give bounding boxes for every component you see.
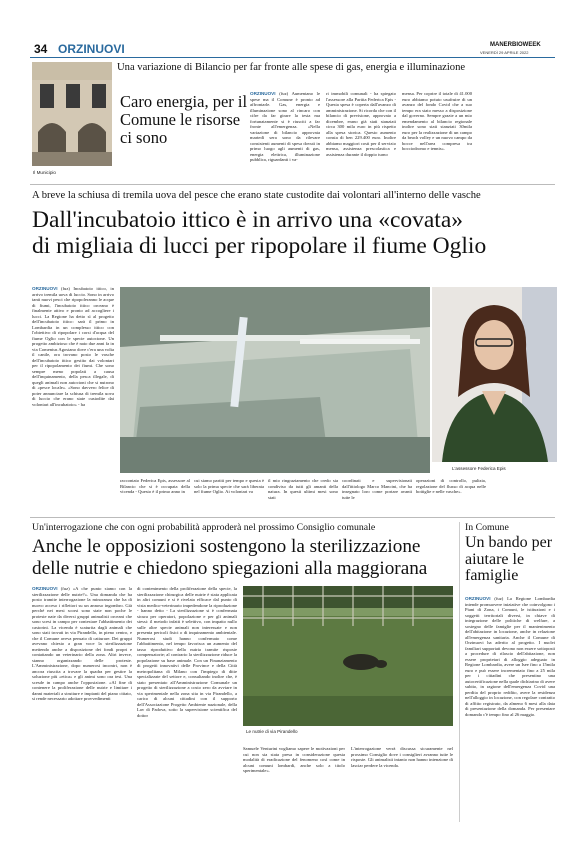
article-nutrie-headline-line2: delle nutrie e chiedono spiegazioni alla maggiorana [32,558,428,579]
article-hatchery-headline-line1: Dall'incubatoio ittico è in arrivo una «covata» [32,207,464,233]
brand-logo: MANERBIOWEEK [490,42,541,48]
hatchery-tanks-illustration [120,287,430,473]
article-energy-tag: ORZINUOVI [250,91,276,96]
portrait-photo [432,287,557,462]
article-divider-1 [30,184,555,185]
article-hatchery-col6: operazioni di controllo, pulizia, regolazione del flusso di acqua nelle bottiglie e nelle vasche». [416,478,486,494]
article-energy-col1 [250,91,320,181]
municipio-photo [32,62,112,166]
article-nutrie-headline [32,536,452,580]
sidebar-divider [459,522,460,822]
sidebar-tag: ORZINUOVI [465,596,491,601]
portrait-illustration [432,287,557,462]
article-energy-kicker: Una variazione di Bilancio per far fronte alle spese di gas, energia e illuminazione [117,62,466,73]
article-hatchery-col1 [32,286,114,494]
municipio-illustration [32,62,112,166]
article-energy [0,0,580,200]
article-nutrie-col1 [32,586,132,821]
article-nutrie-tag: ORZINUOVI [32,586,58,591]
article-nutrie-col3: Samuele Venturini vogliamo sapere le motivazioni per cui non sia stata presa in considerazione questa modalità di eradicazione del fenomeno così come in alcuni comuni lombardi, anche solo a titolo sperimentale». [243,746,345,773]
section-name: ORZINUOVI [58,42,125,56]
sidebar-body-text: (fuz) La Regione Lombardia intende promuovere iniziative che coinvolgono i Piani di Zona, i Comuni, le istituzioni e i soggetti territoriali diversi, in chiave di integrazione delle politiche di welfare, a sostegno delle famiglie per il mantenimento dell'abitazione in locazione, anche in relazione all'emergenza sanitaria. Anche il Comune di Orzinuovi ha aderito al progetto. I nuclei familiari supportati devono non essere sottoposti a procedure di rilascio dell'abitazione, non essere proprietari di alloggio adeguato in Regione Lombardia, avere un Isee fino a 15mila euro e può essere incrementato fino a 25 mila per i cittadini che presentino una autocertificazione nella quale dichiarino di avere subito, in ragione dell'emergenza Covid una perdita del proprio reddito, avere la residenza nell'alloggio in locazione, con regolare contratto di affitto registrato, da almeno 6 mesi alla data di presentazione della domanda. Per presentare domanda c'è tempo fino al 26 maggio. [465,596,555,717]
page-number: 34 [34,42,48,56]
article-energy-headline: Caro energia, per il Comune le risorse ci sono [120,92,248,147]
article-hatchery-tag: ORZINUOVI [32,286,58,291]
article-hatchery-headline [32,207,557,259]
sidebar-headline: Un bando per aiutare le famiglie [465,534,553,584]
municipio-photo-caption: Il Municipio [33,170,56,175]
article-energy-col1-text: (fuz) Aumentano le spese ma il Comune è pronto ad affrontarle. Gas, energia e illuminazione sono al rincaro con cifre da far girare la testa ma fortunatamente si è riusciti a far fronte all'emergenza. «Nella variazione di bilancio approvata martedì sera sono da rilevare consistenti aumenti di spesa dovuti in primo luogo agli aumenti di gas, energia elettrica, illuminazione pubblica, riguardanti i va- [250,91,320,162]
nutrie-photo-caption: Le nutrie di via Pirandello [246,729,298,734]
article-nutrie-col4: L'interrogazione verrà discussa sicuramente nel prossimo Consiglio dove i consiglieri avranno tutte le risposte. Gli animalisti intanto non hanno intenzione di lasciar perdere la vicenda. [351,746,453,768]
article-hatchery-col5: coordinati e supervisionati dall'ittiologo Marco Mancini, che ha insegnato loro come portare avanti tutte le [342,478,412,500]
portrait-caption: L'assessore Federica Epis [452,466,506,471]
article-divider-2 [30,517,555,518]
article-energy-col3: mensa. Per coprire il totale di 41.000 euro abbiamo potuto usufruire di un avanzo del fondo Covid che a suo tempo era stato messo a disposizione dal governo. Sempre grazie a un mio emendamento al bilancio regionale inoltre sono stati stanziati 30mila euro per la realizzazione di un campo da beach volley e un nuovo campo da bocce nell'area compresa tra bocciodromo e tennis». [402,91,472,151]
sidebar-body [465,596,555,821]
hatchery-photo [120,287,430,473]
nutrie-illustration [243,586,453,726]
article-nutrie-kicker: Un'interrogazione che con ogni probabilità approderà nel prossimo Consiglio comunale [32,522,376,533]
article-hatchery-col1-text: (fuz) Incubatoio ittico, in arrivo tremila uova di luccio. Sono in arrivo tanti nuovi pesci che ripopoleranno le acque di fiumi, l'incubatoio ittico orceano è finalmente attivo e pronto ad accogliere i lucci. La Regione ha detto sì al progetto dell'incubatoio ittico: sarà il primo in Lombardia in un complesso ittico con l'obiettivo di ripopolare i corsi d'acqua del fiume Oglio con le specie autoctone. Un progetto ambizioso che è nato due anni fa in via Comenius Agostano dove c'era una volta il canile, ora trovano posto le vasche dell'incubatoio ittico gestito dai volontari per il ripopolamento dei fiumi. Che sono sempre meno popolati a causa dell'inquinamento, della pesca illegale, di quegli animali non autoctoni che si nutrono di «pesce locale». «Sono davvero felice di poter annunciare la schiusa di tremila uova di luccio che erano state custodite dai volontari all'incubatoio» - ha [32,286,114,407]
article-hatchery-col4: il mio ringraziamento che credo sia condiviso da tutti gli amanti della natura. In questi ultimi mesi sono stati [268,478,338,500]
sidebar-kicker: In Comune [465,522,509,533]
article-hatchery-headline-line2: di migliaia di lucci per ripopolare il fiume Oglio [32,233,487,259]
article-hatchery-col2: raccontato Federica Epis, assessore al Bilancio che si è occupata della vicenda - Questo è il primo anno in [120,478,190,494]
article-nutrie-col1-text: (fuz) «A che punto siamo con la sterilizzazione delle nutrie?». Una domanda che ha posto tramite interrogazione la minoranza che ha di nuovo acceso i riflettori su un annoso ingombro. Già perché nei mesi scorsi sono state non poche le proteste nate da diversi gruppi animalisti orceani che sono scesi in campo per contestare l'abbattimento dei castorini. La vicenda è scaturita dagli animali che sono stati trovati in via Pirandello, in pieno centro, e che il Comune aveva pensato di catturare. Dei gruppi avevano chiesto a gran voce la sterilizzazione mettendo anche a disposizione dei fondi propri e contattando un veterinario della zona. Altri invece, stanno organizzando delle proteste. L'Amministrazione, dopo numerosi incontri, non è ancora riuscita a trovare la quadra per gestire la soluzione più «etica» e gli animi sono ora tesi. Una scesde in campo anche l'opposizione. «Al fine di contenere la proliferazione delle nutrie e limitare i danni materiali a strutture e impianti del piano cittato, si rende necessario adottare provvedimenti [32,586,132,701]
article-nutrie-headline-line1: Anche le opposizioni sostengono la sterilizzazione [32,536,421,557]
issue-date: VENERDÌ 29 APRILE 2022 [480,50,529,55]
article-energy-col2: ri immobili comunali - ha spiegato l'assessore alla Partita Federica Epis - Questa spesa è coperta dall'avanzo di amministrazione. Si ricorda che con il bilancio di previsione, approvato a dicembre, erano già stati stanziati circa 300 mila euro in più rispetto alla spesa storica. Questo aumento consta di ben 229.400 euro. Inoltre abbiamo maggiori costi per il servizio mensa, assistenza prescolastica e assistenza durante il doppio turno [326,91,396,157]
article-hatchery-kicker: A breve la schiusa di tremila uova del pesce che erano state custodite dai volontari all'interno delle vasche [32,190,481,201]
article-nutrie-col2: di contenimento della proliferazione della specie, la sterilizzazione chirurgica delle nutrie è stata applicata in altri comuni e si è rivelata efficace dal punto di vista medico-veterinario impedendone la riproduzione - hanno detto - La sterilizzazione si è confermata sicura per operatori, popolazione e per gli animali stessi: il metodo infatti è selettivo, con impatto nullo sulle altre specie animali non interessate e non presenta pericoli fisici o di inquinamento ambientale. Numerosi studi hanno confermato come l'abbattimento, nel tempo favorisca un aumento del tasso riproduttivo della nutria tramite risposte compensatorie; al contrario la sterilizzazione riduce la popolazione su base animale. Con un Finanziamento di progetti innovativi delle Province e della Città metropolitana di Milano con l'impiego di ditte specializzate del settore e, consultando inoltre che, è stato presentato all'Amministrazione Comunale un progetto di sterilizzazione a costo zero da avviare in via sperimentale nella zona sita in via Pirandello, a carico di alcuni cittadini con il supporto dell'Associazione Progetto Ambiente nazionale, della Lav di Padova, sotto la supervisione scientifica del dottor [137,586,237,718]
article-hatchery-col3: cui siamo partiti per tempo e questa è solo la prima specie che sarà liberata nel fiume Oglio. Ai volontari va [194,478,264,494]
nutrie-photo [243,586,453,726]
